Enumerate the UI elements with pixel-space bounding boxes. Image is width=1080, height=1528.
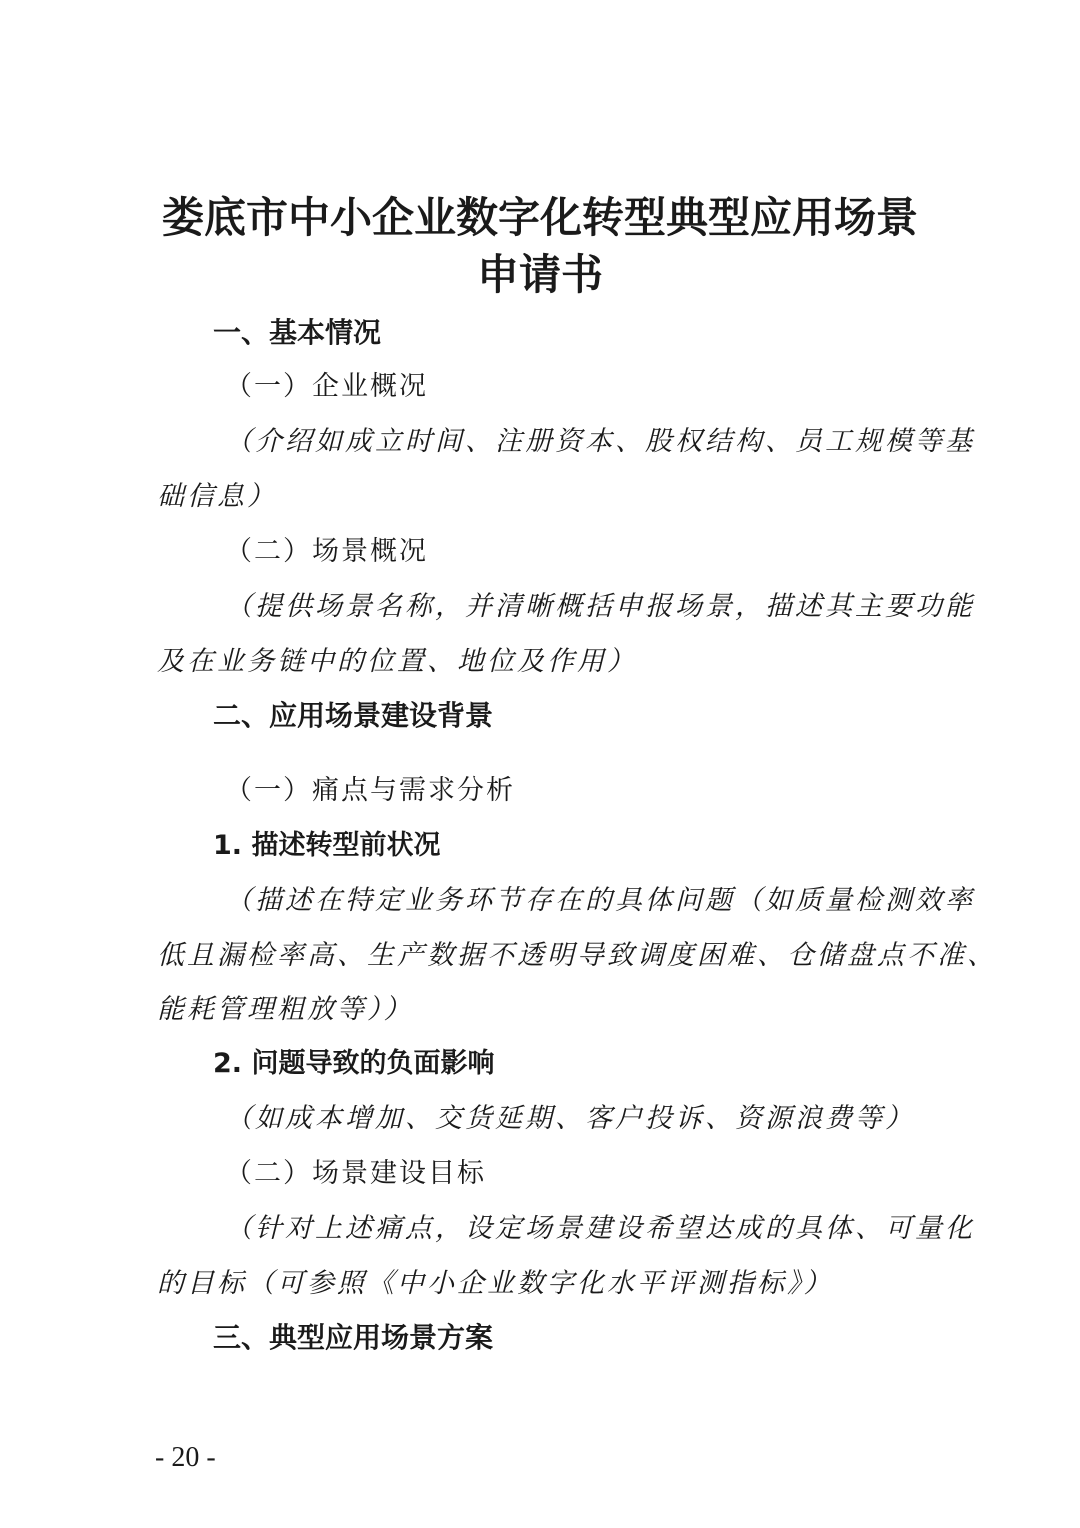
section2-sub2-note-line1: （针对上述痛点，设定场景建设希望达成的具体、可量化: [225, 1213, 975, 1244]
page-number: - 20 -: [155, 1442, 216, 1473]
document-title-line2: 申请书: [476, 250, 603, 299]
section1-sub1-note-line2: 础信息）: [157, 481, 277, 512]
section2-sub2-heading: （二）场景建设目标: [225, 1158, 486, 1189]
document-title-line1: 娄底市中小企业数字化转型典型应用场景: [161, 193, 918, 242]
section2-sub1-heading: （一）痛点与需求分析: [225, 775, 515, 806]
section2-item1-note-line3: 能耗管理粗放等））: [157, 994, 414, 1025]
section2-sub2-note-line2: 的目标（可参照《中小企业数字化水平评测指标》）: [157, 1268, 834, 1299]
section2-item1-heading: 1. 描述转型前状况: [213, 830, 441, 861]
section2-item1-note-line1: （描述在特定业务环节存在的具体问题（如质量检测效率: [225, 885, 975, 916]
section1-sub2-note-line1: （提供场景名称，并清晰概括申报场景，描述其主要功能: [225, 591, 975, 622]
section2-item1-note-line2: 低且漏检率高、生产数据不透明导致调度困难、仓储盘点不准、: [157, 940, 997, 971]
section1-heading: 一、基本情况: [213, 316, 382, 349]
section2-heading: 二、应用场景建设背景: [213, 699, 494, 732]
section1-sub1-note-line1: （介绍如成立时间、注册资本、股权结构、员工规模等基: [225, 426, 975, 457]
section3-heading: 三、典型应用场景方案: [213, 1321, 494, 1354]
section1-sub1-heading: （一）企业概况: [225, 371, 428, 402]
section1-sub2-note-line2: 及在业务链中的位置、地位及作用）: [157, 646, 637, 677]
section1-sub2-heading: （二）场景概况: [225, 536, 428, 567]
section2-item2-heading: 2. 问题导致的负面影响: [213, 1048, 495, 1079]
section2-item2-note: （如成本增加、交货延期、客户投诉、资源浪费等）: [225, 1103, 915, 1134]
